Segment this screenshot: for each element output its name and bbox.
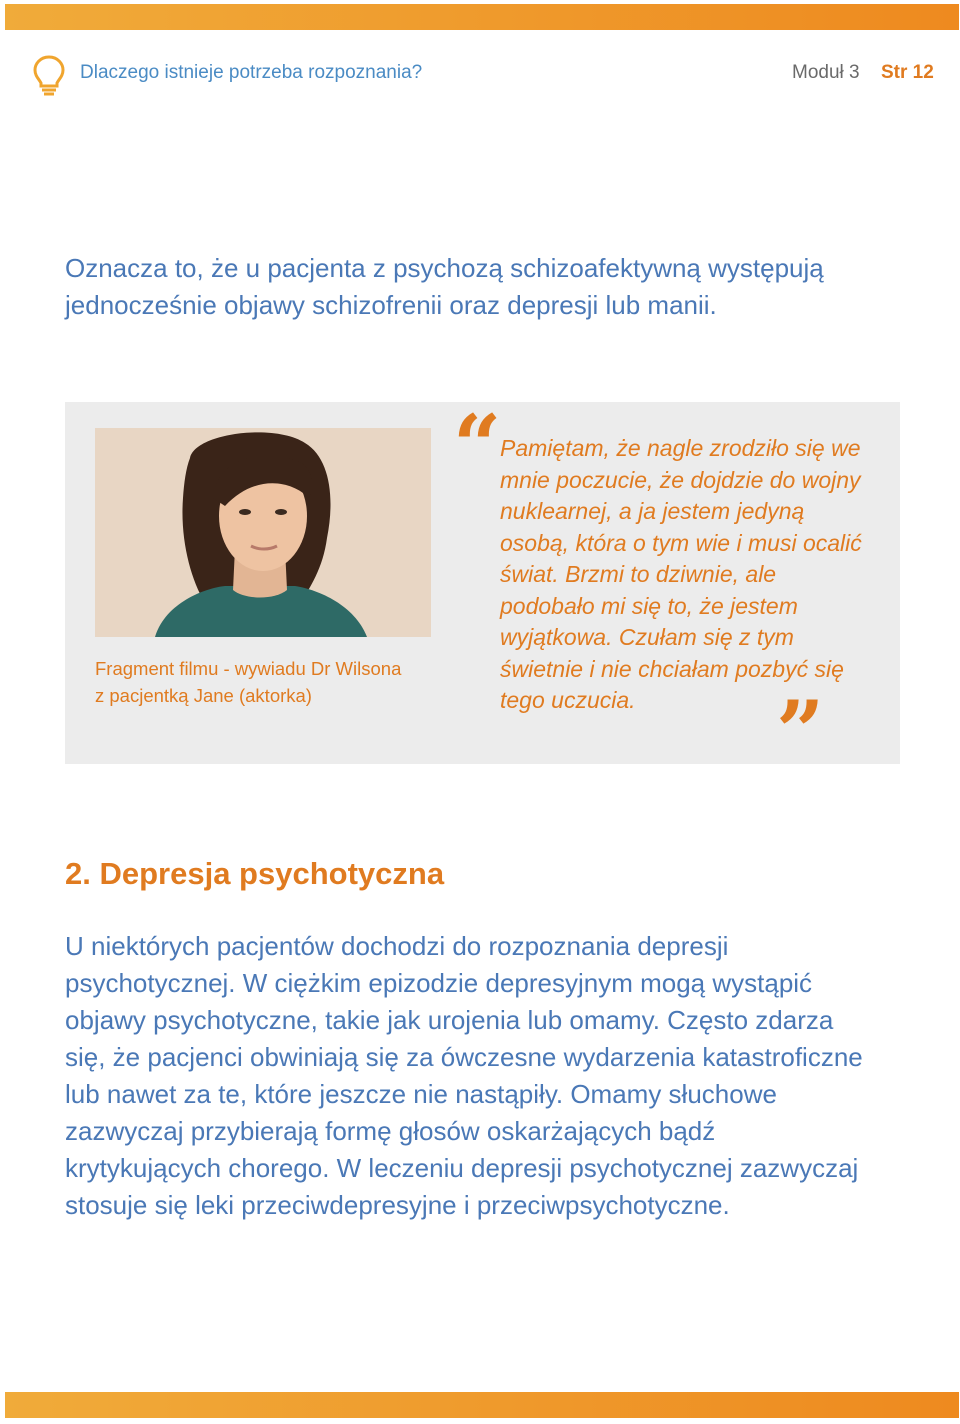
photo-caption xyxy=(95,655,445,709)
caption-line-2: z pacjentką Jane (aktorka) xyxy=(95,685,312,706)
patient-quote: Pamiętam, że nagle zrodziło się we mnie poczucie, że dojdzie do wojny nuklearnej, a ja jestem jedyną osobą, która o tym wie i musi ocalić świat. Brzmi to dziwnie, ale podobało mi się to, że jestem wyjątkowa. Czułam się z tym świetnie i nie chciałam pozbyć się tego uczucia. xyxy=(500,435,862,713)
close-quote-mark: ” xyxy=(776,682,825,781)
intro-paragraph: Oznacza to, że u pacjenta z psychozą schizoafektywną występują jednocześnie objawy schizofrenii oraz depresji lub manii. xyxy=(65,253,824,320)
top-decorative-bar xyxy=(5,4,959,30)
caption-line-1: Fragment filmu - wywiadu Dr Wilsona xyxy=(95,658,402,679)
patient-photo xyxy=(95,428,431,637)
section-heading: 2. Depresja psychotyczna xyxy=(65,856,445,891)
module-label: Moduł 3 xyxy=(792,62,860,83)
open-quote-mark: “ xyxy=(453,396,502,495)
page-number: Str 12 xyxy=(881,62,934,83)
bottom-decorative-bar xyxy=(5,1392,959,1418)
section-body: U niektórych pacjentów dochodzi do rozpoznania depresji psychotycznej. W ciężkim epizodzie depresyjnym mogą wystąpić objawy psychotyczne, takie jak urojenia lub omamy. Często zdarza się, że pacjenci obwiniają się za ówczesne wydarzenia katastroficzne lub nawet za te, które jeszcze nie nastąpiły. Omamy słuchowe zazwyczaj przybierają formę głosów oskarżających bądź krytykujących chorego. W leczeniu depresji psychotycznej zazwyczaj stosuje się leki przeciwdepresyjne i przeciwpsychotyczne. xyxy=(65,931,863,1220)
lightbulb-icon xyxy=(32,54,66,98)
header-title: Dlaczego istnieje potrzeba rozpoznania? xyxy=(80,62,423,83)
